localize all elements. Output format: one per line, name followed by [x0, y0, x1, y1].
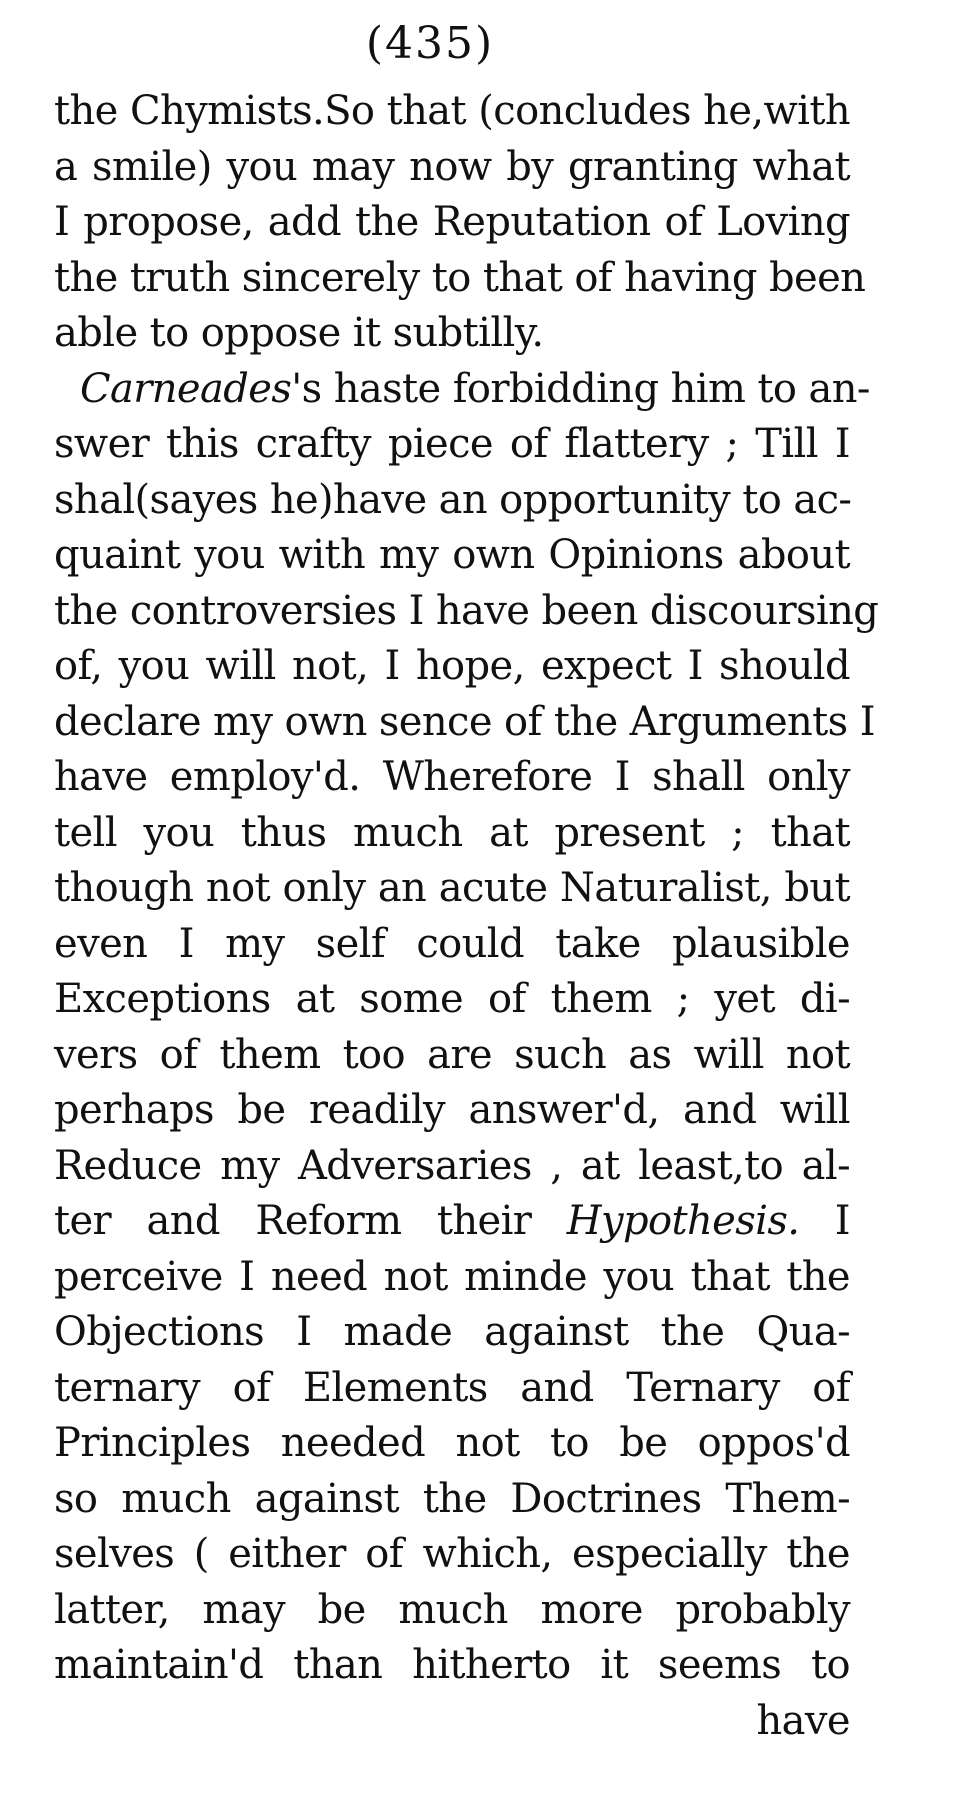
text-line: a smile) you may now by granting what	[54, 143, 850, 190]
text-line: selves ( either of which, especially the	[54, 1531, 850, 1577]
text-line: quaint you with my own Opinions about	[54, 532, 850, 578]
text-line: the truth sincerely to that of having been	[54, 254, 866, 301]
text-line: I propose, add the Reputation of Loving	[54, 199, 850, 245]
catchword: have	[756, 1697, 850, 1744]
text-line: Reduce my Adversaries , at least,to al-	[54, 1142, 850, 1189]
text-line	[54, 362, 870, 418]
text-fragment: 's haste forbidding him to an-	[291, 365, 870, 412]
text-line: swer this crafty piece of flattery ; Till I	[54, 421, 850, 467]
text-line: declare my own sence of the Arguments I	[54, 698, 875, 745]
text-line: Principles needed not to be oppos'd	[54, 1420, 850, 1466]
text-line: the controversies I have been discoursing	[54, 587, 879, 634]
text-line: able to oppose it subtilly.	[54, 310, 544, 356]
text-line: though not only an acute Naturalist, but	[54, 865, 850, 911]
body-text	[54, 84, 879, 1749]
italic-word: Hypothesis.	[566, 1198, 800, 1244]
text-fragment: I	[799, 1198, 850, 1244]
page-number: (435)	[365, 18, 495, 69]
text-line	[54, 1194, 850, 1250]
text-line: maintain'd than hitherto it seems to	[54, 1642, 850, 1688]
text-line: Objections I made against the Qua-	[54, 1309, 850, 1355]
text-line: perhaps be readily answer'd, and will	[54, 1087, 850, 1133]
text-line: Exceptions at some of them ; yet di-	[54, 976, 850, 1022]
text-line: ternary of Elements and Ternary of	[54, 1364, 850, 1411]
text-line: vers of them too are such as will not	[54, 1031, 850, 1078]
text-line: perceive I need not minde you that the	[54, 1253, 850, 1300]
text-line: latter, may be much more probably	[54, 1586, 850, 1633]
text-line: even I my self could take plausible	[54, 920, 850, 967]
italic-name: Carneades	[80, 365, 292, 412]
text-line: the Chymists.So that (concludes he,with	[54, 88, 850, 134]
text-line: so much against the Doctrines Them-	[54, 1475, 850, 1522]
text-line: have employ'd. Wherefore I shall only	[54, 754, 850, 800]
text-line: shal(sayes he)have an opportunity to ac-	[54, 476, 852, 523]
text-fragment: ter and Reform their	[54, 1198, 567, 1244]
text-line: of, you will not, I hope, expect I should	[54, 643, 850, 689]
text-line: tell you thus much at present ; that	[54, 809, 850, 856]
